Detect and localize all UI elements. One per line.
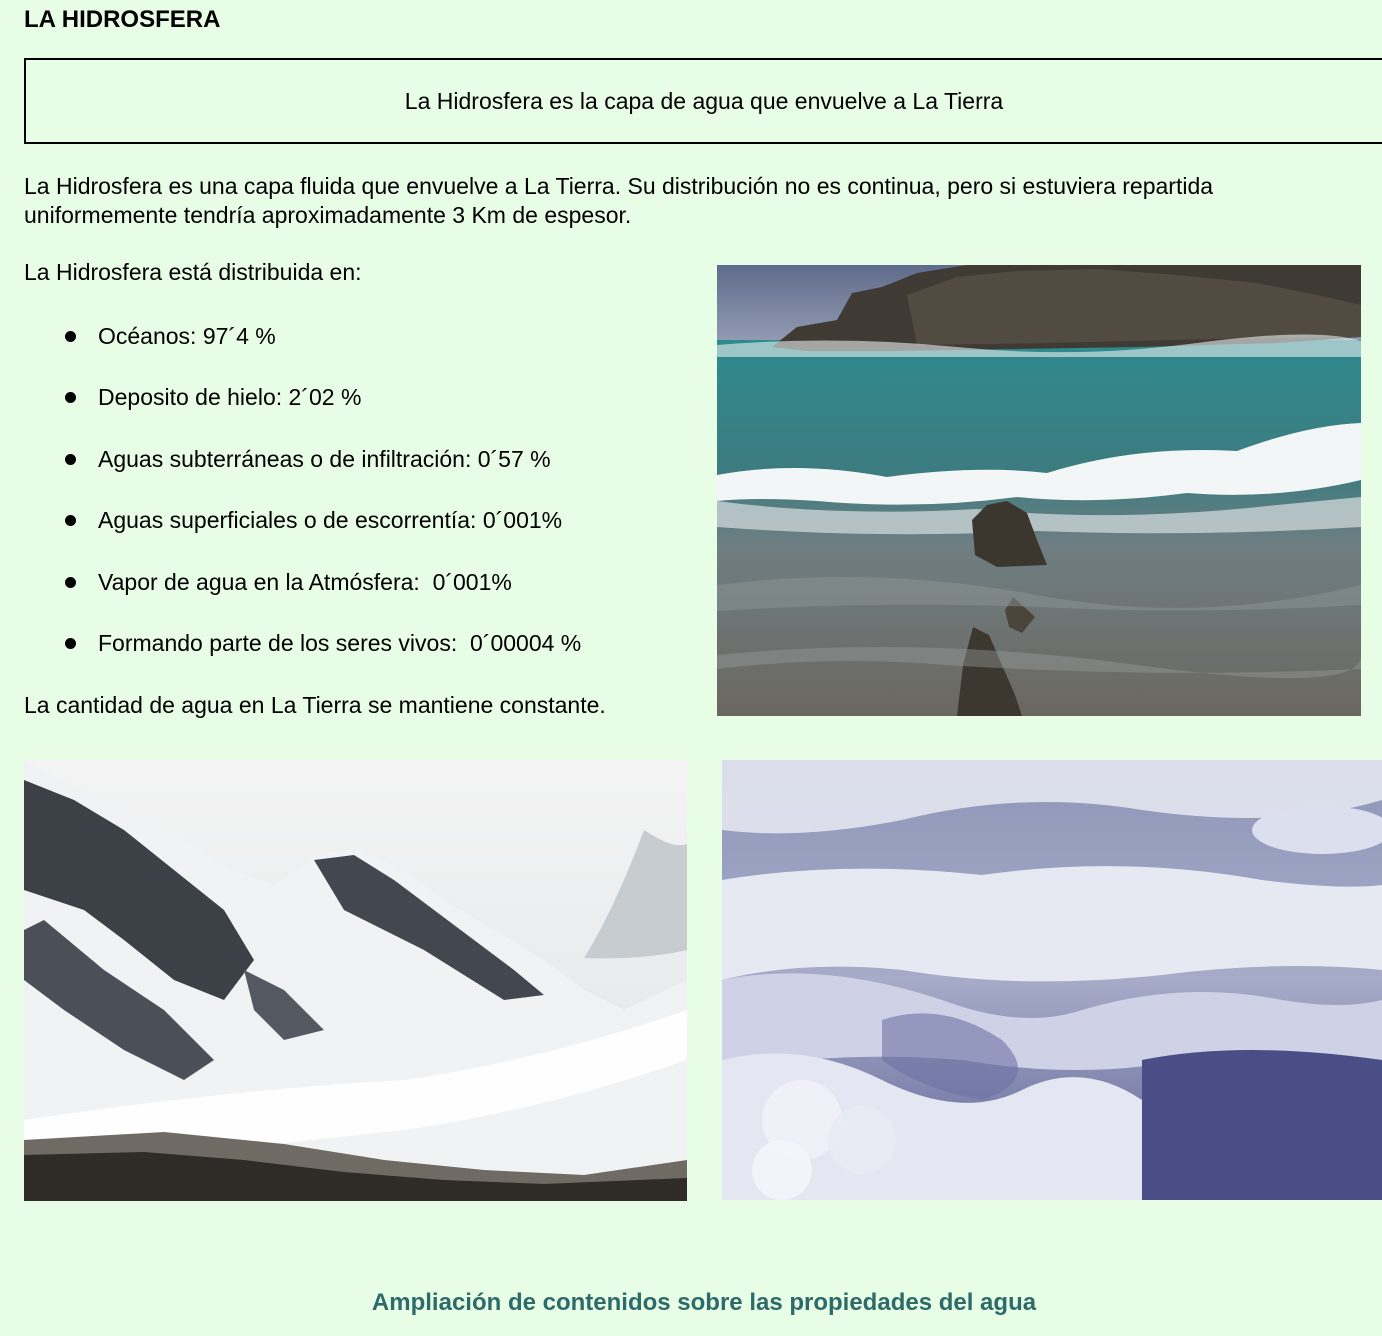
list-item-text: Formando parte de los seres vivos: 0´00004 % — [98, 629, 582, 656]
distribution-title: La Hidrosfera está distribuida en: — [24, 259, 362, 285]
list-item — [0, 562, 581, 623]
bullet-icon — [65, 454, 76, 465]
more-content-link[interactable]: Ampliación de contenidos sobre las propiedades del agua — [371, 1289, 1037, 1316]
clouds-photo — [722, 760, 1382, 1200]
list-item — [0, 439, 581, 500]
list-item — [0, 500, 581, 561]
list-item-text: Vapor de agua en la Atmósfera: 0´001% — [98, 568, 512, 595]
page-title: LA HIDROSFERA — [24, 6, 221, 33]
summary-text: La Hidrosfera es la capa de agua que envuelve a La Tierra — [404, 87, 1004, 114]
list-item — [0, 316, 581, 377]
ocean-photo — [717, 265, 1361, 716]
list-item-text: Océanos: 97´4 % — [98, 323, 276, 349]
intro-paragraph: La Hidrosfera es una capa fluida que envuelve a La Tierra. Su distribución no es continua, pero si estuviera repartida uniformemente tendría aproximadamente 3 Km de espesor. — [24, 173, 1214, 228]
list-item-text: Deposito de hielo: 2´02 % — [98, 384, 362, 411]
bullet-icon — [65, 577, 76, 588]
summary-box — [24, 58, 1382, 144]
list-item-text: Aguas subterráneas o de infiltración: 0´57 % — [98, 445, 551, 472]
bullet-icon — [65, 331, 76, 342]
list-item — [0, 377, 581, 438]
closing-paragraph: La cantidad de agua en La Tierra se mantiene constante. — [24, 692, 606, 718]
bullet-icon — [65, 392, 76, 403]
distribution-list — [0, 316, 581, 684]
mountain-photo — [24, 760, 687, 1201]
list-item — [0, 623, 581, 684]
list-item-text: Aguas superficiales o de escorrentía: 0´001% — [98, 507, 563, 534]
bullet-icon — [65, 515, 76, 526]
bullet-icon — [65, 638, 76, 649]
